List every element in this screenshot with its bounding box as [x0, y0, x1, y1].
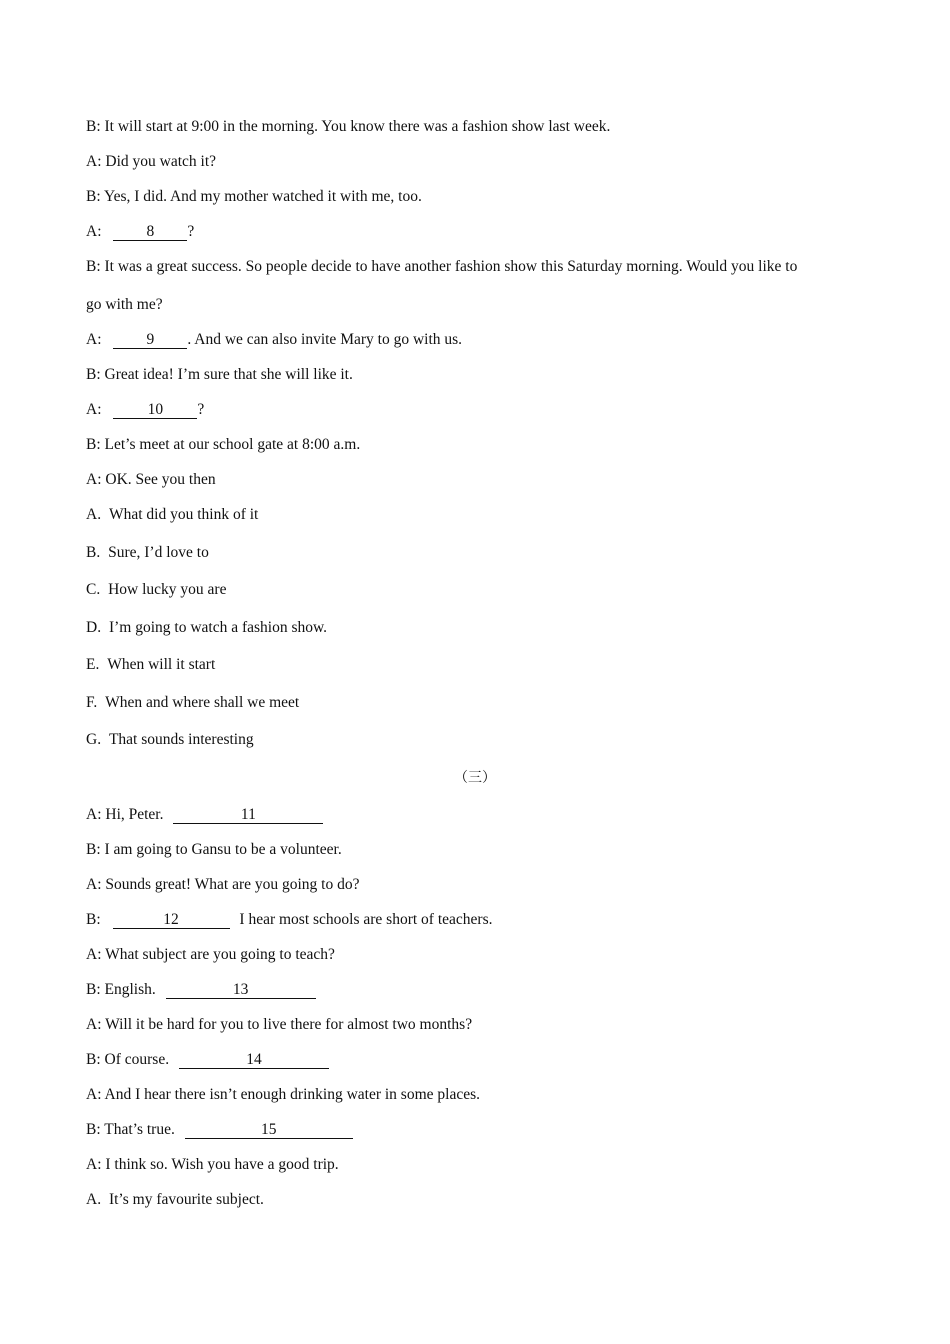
- dialogue-line: B: Yes, I did. And my mother watched it with me, too.: [86, 188, 422, 205]
- dialogue-line-blank-12: [86, 910, 493, 930]
- line-prefix: B: Of course.: [86, 1051, 170, 1068]
- line-suffix: ?: [187, 223, 195, 240]
- option-letter: F.: [86, 694, 98, 711]
- option-letter: A.: [86, 1191, 102, 1208]
- blank-8: 8: [113, 223, 187, 241]
- dialogue-line-blank-14: [86, 1050, 329, 1070]
- dialogue-line: A: Did you watch it?: [86, 153, 217, 170]
- option-text: When will it start: [107, 656, 216, 673]
- option-d: [86, 618, 327, 638]
- speaker-label: A:: [86, 401, 102, 418]
- line-suffix: I hear most schools are short of teachers.: [239, 911, 493, 928]
- blank-13: 13: [166, 981, 316, 999]
- option-letter: B.: [86, 544, 101, 561]
- dialogue-line: A: What subject are you going to teach?: [86, 946, 335, 963]
- section-heading: （三）: [454, 771, 496, 786]
- option-letter: E.: [86, 656, 100, 673]
- option-letter: C.: [86, 581, 101, 598]
- option-text: That sounds interesting: [108, 731, 254, 748]
- option-text: I’m going to watch a fashion show.: [108, 619, 328, 636]
- option-text: Sure, I’d love to: [108, 544, 209, 561]
- line-suffix: . And we can also invite Mary to go with us.: [187, 331, 463, 348]
- option-a: [86, 505, 258, 525]
- line-suffix: ?: [197, 401, 205, 418]
- option-g: [86, 730, 254, 750]
- dialogue-line-blank-13: [86, 980, 316, 1000]
- option-text: How lucky you are: [108, 581, 227, 598]
- speaker-label: B:: [86, 911, 101, 928]
- speaker-label: A:: [86, 223, 102, 240]
- option-f: [86, 693, 299, 713]
- dialogue-line-blank-9: [86, 330, 462, 350]
- dialogue-line-blank-11: [86, 805, 323, 825]
- option-letter: D.: [86, 619, 102, 636]
- blank-11: 11: [173, 806, 323, 824]
- option-a: [86, 1190, 264, 1210]
- dialogue-line-blank-8: [86, 222, 194, 242]
- dialogue-line: A: Sounds great! What are you going to do?: [86, 876, 360, 893]
- blank-12: 12: [113, 911, 230, 929]
- line-prefix: B: English.: [86, 981, 156, 998]
- option-c: [86, 580, 226, 600]
- dialogue-line: A: OK. See you then: [86, 471, 216, 488]
- dialogue-line: B: I am going to Gansu to be a volunteer.: [86, 841, 342, 858]
- option-text: It’s my favourite subject.: [108, 1191, 264, 1208]
- dialogue-line: A: I think so. Wish you have a good trip.: [86, 1156, 339, 1173]
- blank-15: 15: [185, 1121, 353, 1139]
- option-text: What did you think of it: [108, 506, 259, 523]
- dialogue-line-blank-15: [86, 1120, 353, 1140]
- blank-14: 14: [179, 1051, 329, 1069]
- blank-9: 9: [113, 331, 187, 349]
- dialogue-line: B: Let’s meet at our school gate at 8:00 a.m.: [86, 436, 361, 453]
- option-letter: A.: [86, 506, 102, 523]
- dialogue-line: B: It was a great success. So people decide to have another fashion show this Saturday morning. Would you like to: [86, 258, 798, 275]
- blank-10: 10: [113, 401, 197, 419]
- line-prefix: B: That’s true.: [86, 1121, 175, 1138]
- option-b: [86, 543, 209, 563]
- option-text: When and where shall we meet: [105, 694, 300, 711]
- dialogue-line: A: Will it be hard for you to live there for almost two months?: [86, 1016, 473, 1033]
- speaker-label: A:: [86, 331, 102, 348]
- dialogue-line: B: Great idea! I’m sure that she will like it.: [86, 366, 353, 383]
- option-letter: G.: [86, 731, 102, 748]
- dialogue-line: A: And I hear there isn’t enough drinking water in some places.: [86, 1086, 481, 1103]
- line-prefix: A: Hi, Peter.: [86, 806, 164, 823]
- dialogue-line: B: It will start at 9:00 in the morning. You know there was a fashion show last week.: [86, 118, 611, 135]
- option-e: [86, 655, 215, 675]
- dialogue-line-blank-10: [86, 400, 204, 420]
- dialogue-line: go with me?: [86, 296, 163, 313]
